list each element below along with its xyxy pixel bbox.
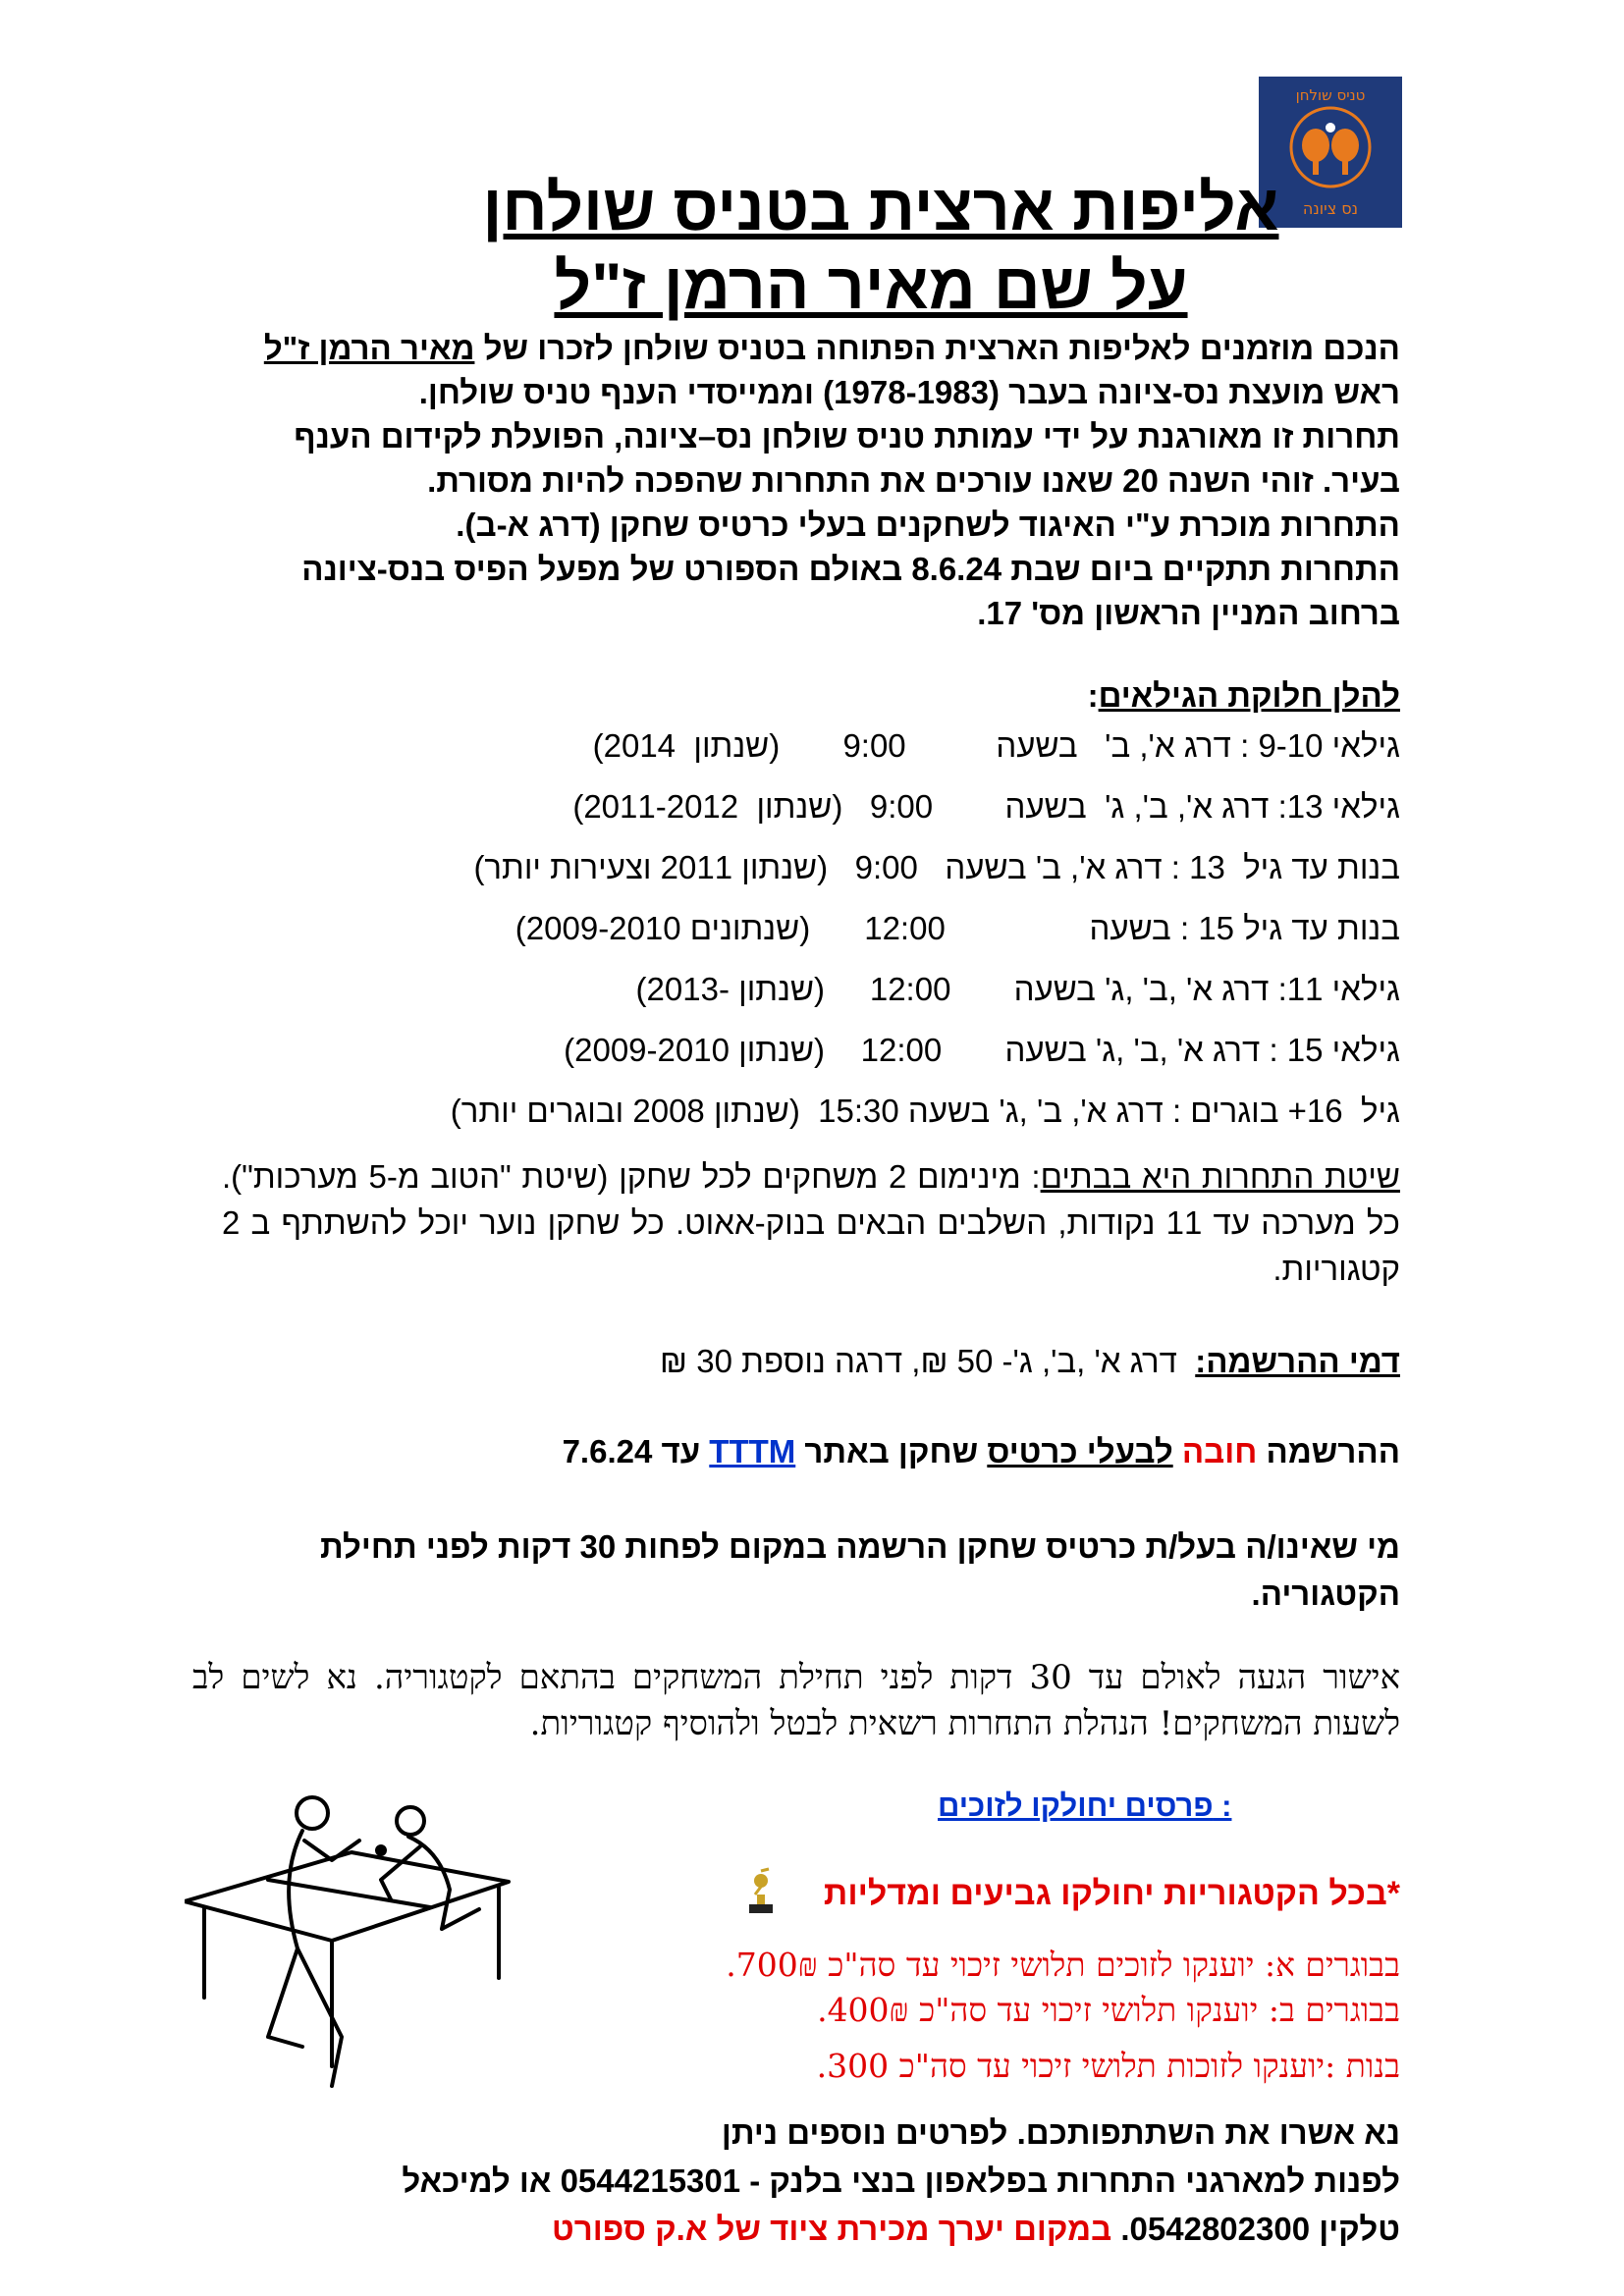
ages-heading-text: להלן חלוקת הגילאים (1098, 677, 1400, 714)
registration-fee (660, 1343, 1400, 1380)
prize-adults-b: בבוגרים ב: יוענקו תלושי זיכוי עד סה"כ 400₪. (817, 1991, 1400, 2029)
registration-deadline: עד 7.6.24 (562, 1433, 701, 1469)
ages-heading (1088, 677, 1400, 715)
equipment-sale-note: במקום יערך מכירת ציוד של א.ק ספורט (552, 2211, 1112, 2247)
intro-p4: התחרות תתקיים ביום שבת 8.6.24 באולם הספורט של מפעל הפיס בנס-ציונה ברחוב המניין הראשון מס' 17. (301, 551, 1400, 631)
card-holders-label: לבעלי כרטיס (987, 1433, 1173, 1469)
no-card-note: מי שאינו/ה בעל/ת כרטיס שחקן הרשמה במקום לפחות 30 דקות לפני תחילת הקטגוריה. (320, 1528, 1400, 1612)
intro-p1-a: הנכם מוזמנים לאליפות הארצית הפתוחה בטניס שולחן לזכרו של (483, 330, 1400, 366)
honoree-name: מאיר הרמן ז"ל (263, 330, 475, 366)
prize-adults-a: בבוגרים א: יוענקו לזוכים תלושי זיכוי עד סה"כ 700₪. (726, 1946, 1400, 1984)
logo-bottom-text: נס ציונה (1302, 199, 1359, 218)
page-title: אליפות ארצית בטניס שולחן (482, 171, 1279, 243)
prizes-heading-link[interactable]: פרסים יחולקו לזוכים : (938, 1789, 1232, 1823)
age-row: בנות עד גיל 15 : בשעה 12:00 (שנתונים 2009-2010) (514, 910, 1400, 946)
competition-method (222, 1153, 1400, 1292)
tttm-link[interactable]: TTTM (709, 1433, 796, 1469)
age-row: גילאי 11: דרג א' ,ב' ,ג' בשעה 12:00 (שנתון -2013) (635, 971, 1400, 1007)
mandatory-label: חובה (1181, 1433, 1258, 1469)
age-row: גילאי 15 : דרג א' ,ב' ,ג' בשעה 12:00 (שנתון 2009-2010) (564, 1032, 1400, 1068)
arrival-note: אישור הגעה לאולם עד 30 דקות לפני תחילת המשחקים בהתאם לקטגוריה. נא לשים לב לשעות המשחקים! הנהלת התחרות רשאית לבטל ולהוסיף קטגוריות. (192, 1658, 1401, 1743)
logo-top-text: טניס שולחן (1295, 86, 1366, 104)
registration-line (563, 1433, 1400, 1470)
ages-heading-colon: : (1087, 677, 1099, 714)
prize-girls: בנות :יוענקו לזוכות תלושי זיכוי עד סה"כ 300. (816, 2047, 1400, 2085)
contact-footer (222, 2109, 1400, 2253)
method-text: : מינימום 2 משחקים לכל שחקן (שיטת "הטוב מ-5 מערכות"). כל מערכה עד 11 נקודות, השלבים הבאים בנוק-אאוט. כל שחקן נוער יוכל להשתתף ב 2 קטגוריות. (222, 1158, 1400, 1287)
footer-line1: נא אשרו את השתתפותכם. לפרטים נוספים ניתן (721, 2114, 1400, 2151)
age-row: בנות עד גיל 13 : דרג א', ב' בשעה 9:00 (שנתון 2011 וצעירות יותר) (473, 849, 1400, 885)
intro-p3: התחרות מוכרת ע"י האיגוד לשחקנים בעלי כרטיס שחקן (דרג א-ב). (456, 507, 1400, 543)
trophy-icon (743, 1867, 779, 1914)
footer-line2: לפנות למארגני התחרות בפלאפון בנצי בלנק - 0544215301 או למיכאל (402, 2163, 1400, 2199)
footer-phone: טלקין 0542802300. (1120, 2211, 1400, 2247)
footer-line3 (222, 2205, 1400, 2253)
registration-text-a: ההרשמה (1266, 1433, 1400, 1469)
registration-text-b: שחקן באתר (804, 1433, 979, 1469)
age-row: גיל 16+ בוגרים : דרג א', ב' ,ג' בשעה 15:30 (שנתון 2008 ובוגרים יותר) (450, 1093, 1400, 1129)
method-label: שיטת התחרות היא בבתים (1040, 1158, 1400, 1195)
trophies-note: *בכל הקטגוריות יחולקו גביעים ומדליות (823, 1875, 1400, 1912)
table-tennis-players-illustration (185, 1791, 558, 2106)
intro-p1-b: ראש מועצת נס-ציונה בעבר (1978-1983) וממייסדי הענף טניס שולחן. (418, 374, 1400, 410)
age-row: גילאי 9-10 : דרג א', ב' בשעה 9:00 (שנתון 2014) (592, 727, 1400, 764)
fee-label: דמי ההרשמה: (1195, 1343, 1400, 1379)
intro-p2: תחרות זו מאורגנת על ידי עמותת טניס שולחן נס–ציונה, הפועלת לקידום הענף בעיר. זוהי השנה 20 שאנו עורכים את התחרות שהפכה להיות מסורת. (294, 418, 1400, 499)
ages-list (222, 721, 1400, 1148)
intro-text (222, 326, 1400, 635)
page-subtitle: על שם מאיר הרמן ז"ל (554, 249, 1188, 322)
age-row: גילאי 13: דרג א', ב', ג' בשעה 9:00 (שנתון 2011-2012) (572, 788, 1400, 825)
fee-text: דרג א' ,ב', ג'- 50 ₪, דרגה נוספת 30 ₪ (660, 1343, 1177, 1379)
